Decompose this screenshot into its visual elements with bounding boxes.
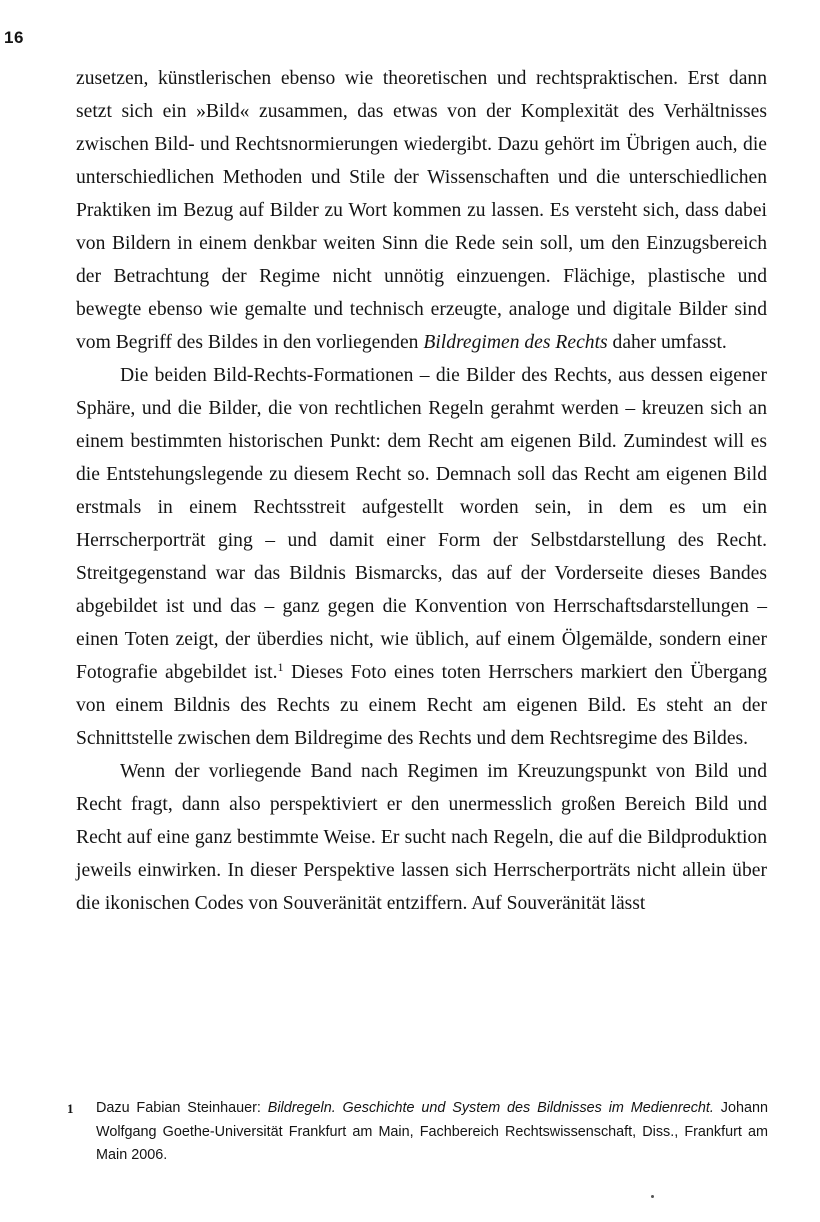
italic-title: Bildregeln. Geschichte und System des Bildnisses im Medienrecht.: [267, 1100, 714, 1116]
footnote-number: 1: [67, 1101, 74, 1116]
footnote: [67, 1097, 768, 1168]
text-run: Die beiden Bild-Rechts-Formationen – die Bilder des Rechts, aus dessen eigener Sphäre, und die Bilder, die von rechtlichen Regeln gerahmt werden – kreuzen sich an einem bestimmten historischen Punkt: dem Recht am eigenen Bild. Zumindest will es die Entstehungslegende zu diesem Recht so. Demnach soll das Recht am eigenen Bild erstmals in einem Rechtsstreit aufgestellt worden sein, in dem es um ein Herrscherporträt ging – und damit einer Form der Selbstdarstellung des Recht. Streitgegenstand war das Bildnis Bismarcks, das auf der Vorderseite dieses Bandes abgebildet ist und das – ganz gegen die Konvention von Herrschaftsdarstellungen – einen Toten zeigt, der überdies nicht, wie üblich, auf einem Ölgemälde, sondern einer Fotografie abgebildet ist.: [76, 365, 767, 683]
page-number: 16: [4, 28, 24, 47]
paragraph: [76, 359, 767, 755]
scan-speck: [651, 1195, 654, 1198]
footnotes: [67, 1097, 768, 1168]
text-run: Dieses Foto eines toten Herrschers markiert den Übergang von einem Bildnis des Rechts zu einem Recht am eigenen Bild. Es steht an der Schnittstelle zwischen dem Bildregime des Rechts und dem Rechtsregime des Bildes.: [76, 662, 768, 749]
italic-title: Bildregimen des Rechts: [423, 332, 608, 353]
text-run: zusetzen, künstlerischen ebenso wie theoretischen und rechtspraktischen. Erst dann setzt sich ein »Bild« zusammen, das etwas von der Komplexität des Verhältnisses zwischen Bild- und Rechtsnormierungen wiedergibt. Dazu gehört im Übrigen auch, die unterschiedlichen Methoden und Stile der Wissenschaften und die unterschiedlichen Praktiken im Bezug auf Bilder zu Wort kommen zu lassen. Es versteht sich, dass dabei von Bildern in einem denkbar weiten Sinn die Rede sein soll, um den Einzugsbereich der Betrachtung der Regime nicht unnötig einzuengen. Flächige, plastische und bewegte ebenso wie gemalte und technisch erzeugte, analoge und digitale Bilder sind vom Begriff des Bildes in den vorliegenden: [76, 68, 767, 353]
text-run: Johann Wolfgang Goethe-Universität Frankfurt am Main, Fachbereich Rechtswissenschaft, Diss., Frankfurt am Main 2006.: [96, 1100, 768, 1163]
text-run: Wenn der vorliegende Band nach Regimen im Kreuzungspunkt von Bild und Recht fragt, dann also perspektiviert er den unermesslich großen Bereich Bild und Recht auf eine ganz bestimmte Weise. Er sucht nach Regeln, die auf die Bildproduktion jeweils einwirken. In dieser Perspektive lassen sich Herrscherporträts nicht allein über die ikonischen Codes von Souveränität entziffern. Auf Souveränität lässt: [76, 761, 767, 914]
paragraph: [76, 62, 767, 359]
text-run: Dazu Fabian Steinhauer:: [96, 1100, 268, 1116]
paragraph: [76, 755, 767, 920]
body-text: [76, 62, 767, 920]
footnote-ref: 1: [277, 660, 284, 674]
text-run: daher umfasst.: [607, 332, 727, 353]
